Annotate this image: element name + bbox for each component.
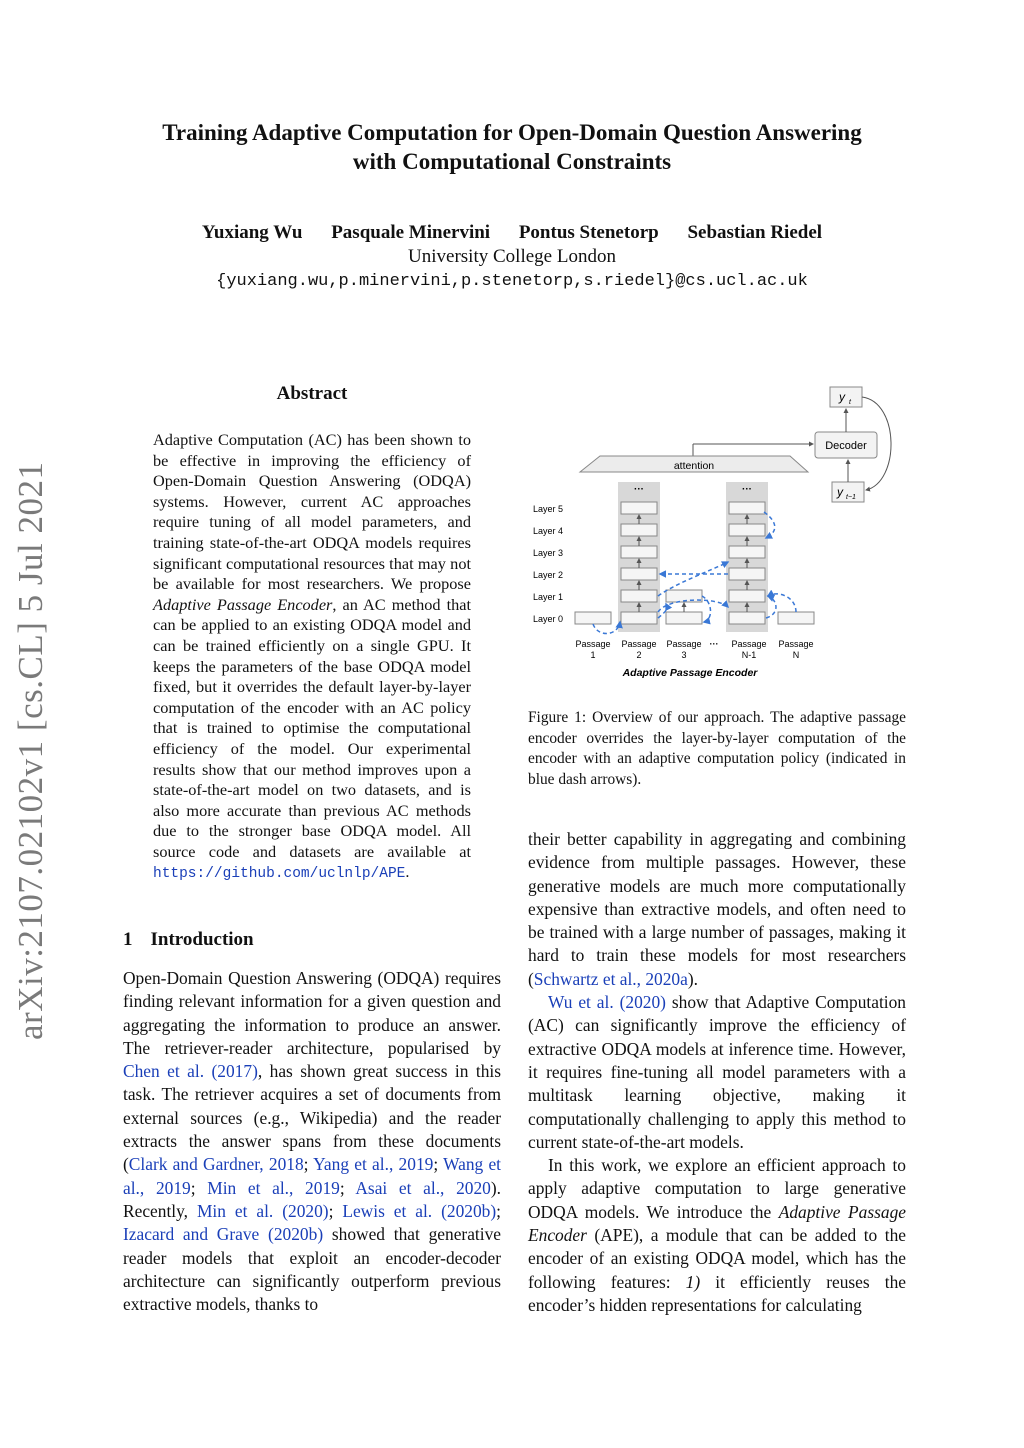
svg-text:···: ··· (709, 639, 719, 649)
author: Yuxiang Wu (201, 222, 303, 243)
svg-text:Passage: Passage (575, 639, 611, 649)
svg-text:N: N (792, 650, 800, 660)
abstract-body: Adaptive Computation (AC) has been shown to be effective in improving the efficiency of Open-Domain Question Answering (ODQA) systems. However, current AC approaches require tuning of all model parameters, and training state-of-the-art ODQA models requires significant computational resources that may not be available for most researchers. We propose Adaptive Passage Encoder, an AC method that can be applied to an existing ODQA model and can be trained efficiently on a single GPU. It keeps the parameters of the base ODQA model fixed, but it overrides the default layer-by-layer computation of the encoder with an AC policy that is trained to optimise the computational efficiency of the model. Our experimental results show that our method improves upon a state-of-the-art model on two datasets, and is also more accurate than previous AC methods due to the stronger base ODQA model. All source code and datasets are available at https://github.com/uclnlp/APE. (153, 430, 471, 883)
citation-link[interactable]: Wu et al. (2020) (548, 992, 666, 1013)
layer-label: Layer 1 (533, 592, 564, 602)
output-token-box (830, 387, 862, 407)
section-heading: 1 Introduction (123, 929, 254, 950)
title-line-2: with Computational Constraints (352, 149, 672, 174)
author: Pasquale Minervini (331, 222, 491, 243)
citation-link[interactable]: Clark and Gardner, 2018 (128, 1154, 304, 1175)
citation-link[interactable]: Asai et al., 2020 (355, 1177, 491, 1198)
affiliation: University College London (408, 246, 616, 267)
citation-link[interactable]: Min et al., 2019 (207, 1177, 340, 1198)
svg-text:3: 3 (681, 650, 687, 660)
author-emails: {yuxiang.wu,p.minervini,p.stenetorp,s.riedel}@cs.ucl.ac.uk (216, 272, 808, 291)
intro-left-column: Open-Domain Question Answering (ODQA) requires finding relevant information for a given question and aggregating the information to produce an answer. The retriever-reader architecture, popularised by Chen et al. (2017), has shown great success in this task. The retriever acquires a set of documents from external sources (e.g., Wikipedia) and the reader extracts the answer spans from these documents (Clark and Gardner, 2018; Yang et al., 2019; Wang et al., 2019; Min et al., 2019; Asai et al., 2020). Recently, Min et al. (2020); Lewis et al. (2020b); Izacard and Grave (2020b) showed that generative reader models that exploit an encoder-decoder architecture can significantly outperform previous extractive models, thanks to (123, 968, 502, 1315)
svg-text:···: ··· (634, 484, 644, 495)
citation-link[interactable]: Wang et al., 2019 (123, 1154, 502, 1198)
arxiv-identifier: arXiv:2107.02102v1 [cs.CL] 5 Jul 2021 (11, 461, 50, 1040)
passage-n-layer-0 (778, 612, 814, 624)
layer-label: Layer 3 (533, 548, 564, 558)
svg-text:y: y (839, 390, 845, 404)
svg-text:Passage: Passage (621, 639, 657, 649)
author-list (80, 222, 944, 244)
passage-1-layer-0 (575, 612, 611, 624)
figure-caption: Figure 1: Overview of our approach. The adaptive passage encoder overrides the layer-by-layer computation of the encoder with an adaptive computation policy (indicated in blue dash arrows). (528, 709, 906, 788)
svg-text:N-1: N-1 (741, 650, 757, 660)
abstract-heading: Abstract (276, 383, 348, 404)
svg-text:Passage: Passage (778, 639, 814, 649)
svg-text:t: t (849, 399, 851, 406)
figure-1 (528, 382, 908, 682)
attention-block (580, 456, 808, 472)
citation-link[interactable]: Izacard and Grave (2020b) (123, 1224, 324, 1245)
title-line-1: Training Adaptive Computation for Open-Domain Question Answering (162, 120, 862, 145)
encoder-label: Adaptive Passage Encoder (622, 667, 758, 679)
intro-right-column: their better capability in aggregating and combining evidence from multiple passages. However, these generative models are much more computationally expensive than extractive models, and often need to be trained with a large number of passages, making it hard to train these models for most researchers (Schwartz et al., 2020a). Wu et al. (2020) show that Adaptive Computation (AC) can significantly improve the efficiency of extractive ODQA models at inference time. However, it requires fine-tuning all model parameters with a multitask learning objective, making it computationally challenging to apply this method to current state-of-the-art models. In this work, we explore an efficient approach to apply adaptive computation to large generative ODQA models. We introduce the Adaptive Passage Encoder (APE), a module that can be added to the encoder of an existing ODQA model, which has the following features: 1) it efficiently reuses the encoder’s hidden representations for calculating (528, 829, 906, 1315)
citation-link[interactable]: Schwartz et al., 2020a (533, 968, 688, 989)
svg-text:Decoder: Decoder (825, 440, 867, 452)
svg-text:Passage: Passage (666, 639, 702, 649)
layer-label: Layer 2 (533, 570, 564, 580)
layer-label: Layer 4 (533, 526, 564, 536)
author: Sebastian Riedel (687, 222, 823, 243)
passage-3-layer-0 (666, 612, 702, 624)
svg-text:2: 2 (636, 650, 642, 660)
layer-label: Layer 5 (533, 504, 564, 514)
svg-text:1: 1 (590, 650, 596, 660)
svg-text:attention: attention (673, 460, 715, 472)
svg-text:···: ··· (742, 484, 752, 495)
author: Pontus Stenetorp (518, 222, 659, 243)
citation-link[interactable]: Lewis et al. (2020b) (342, 1200, 497, 1221)
previous-token-box (832, 482, 864, 502)
paper-title (80, 118, 944, 176)
citation-link[interactable]: Chen et al. (2017) (123, 1061, 258, 1082)
svg-text:Passage: Passage (731, 639, 767, 649)
citation-link[interactable]: Yang et al., 2019 (313, 1154, 434, 1175)
citation-link[interactable]: Min et al. (2020) (196, 1200, 329, 1221)
svg-text:y: y (837, 485, 843, 499)
source-code-link[interactable]: https://github.com/uclnlp/APE (153, 866, 406, 883)
layer-label: Layer 0 (533, 614, 564, 624)
decoder-box (815, 432, 877, 458)
svg-text:t−1: t−1 (846, 494, 856, 501)
